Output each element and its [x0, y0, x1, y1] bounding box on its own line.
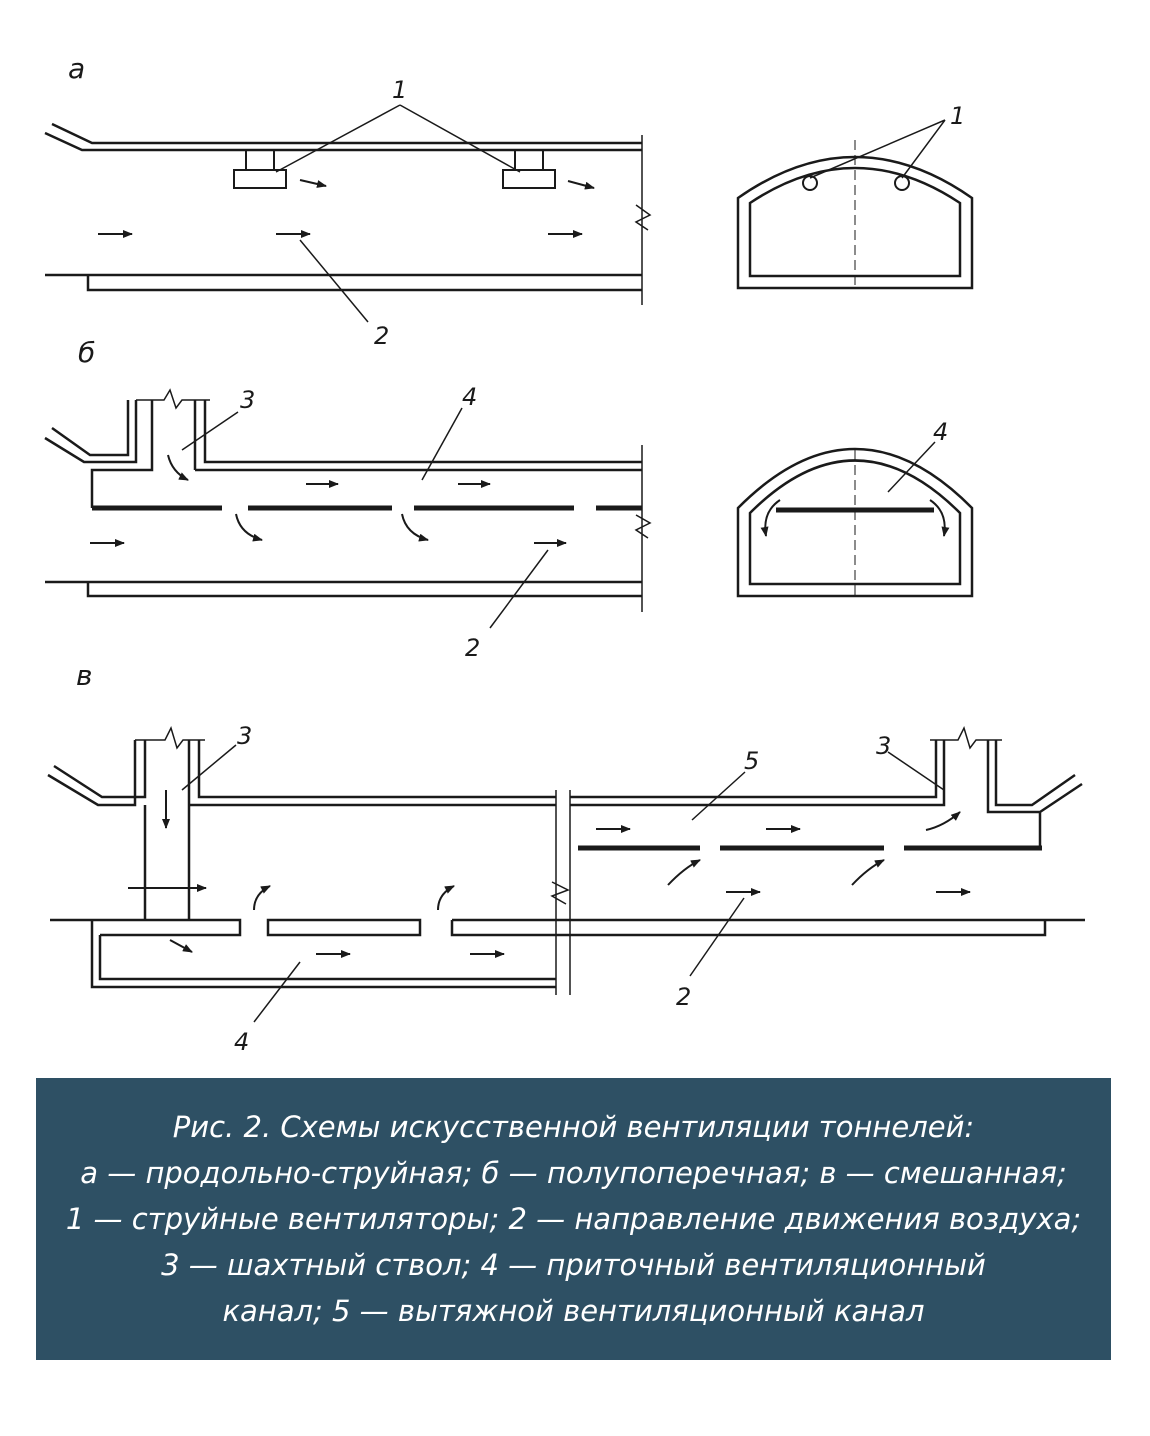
tunnel-a-bottom-wall: [45, 275, 642, 290]
tunnel-a-top-wall: [45, 124, 642, 150]
vent-outflow-arrow: [236, 514, 262, 540]
label-shaft: 3: [240, 386, 256, 414]
figure-caption: [36, 1078, 1111, 1360]
vent-upflow-arrow: [852, 860, 884, 885]
shaft-exhaust-arrow: [926, 812, 960, 830]
label-shaft-left: 3: [237, 722, 253, 750]
label-supply-channel: 4: [234, 1028, 250, 1056]
airflow-arrow: [170, 940, 192, 952]
jet-fan-cross-2: [895, 176, 909, 190]
vent-outflow-arrow: [402, 514, 428, 540]
label-jet-fans-cross: 1: [950, 102, 966, 130]
tunnel-b-portal: [45, 400, 136, 462]
fan-jet-arrow: [300, 180, 326, 186]
jet-fan-cross-1: [803, 176, 817, 190]
caption-line: 1 — струйные вентиляторы; 2 — направление движения воздуха;: [65, 1202, 1082, 1236]
section-a-longitudinal: [45, 52, 972, 350]
label-2-leader: [690, 898, 744, 976]
vent-upflow-arrow: [668, 860, 700, 885]
section-v-mixed: [48, 659, 1085, 1056]
section-a-label: а: [68, 52, 86, 85]
label-3-leader: [182, 412, 238, 450]
label-shaft-right: 3: [876, 732, 892, 760]
vent-upflow-arrow: [438, 886, 454, 910]
shaft-v-right: [988, 740, 1082, 850]
label-2-leader: [490, 550, 548, 628]
cross-section-b: [738, 418, 972, 598]
label-airflow: 2: [374, 322, 390, 350]
label-exhaust-channel: 5: [744, 747, 760, 775]
section-b-semi-transverse: [45, 336, 972, 662]
fan-jet-arrow: [568, 181, 594, 188]
tunnel-v-slab-left: [50, 920, 1085, 935]
label-4-leader: [254, 962, 300, 1022]
vent-upflow-arrow: [254, 886, 270, 910]
label-supply-cross: 4: [933, 418, 949, 446]
jet-fan-2: [503, 150, 555, 188]
label-2-leader: [300, 240, 368, 322]
caption-line: 3 — шахтный ствол; 4 — приточный вентиляционный: [161, 1248, 986, 1282]
caption-line: канал; 5 — вытяжной вентиляционный канал: [222, 1294, 925, 1328]
shaft-inflow-arrow: [168, 455, 188, 480]
label-supply-channel: 4: [462, 383, 478, 411]
shaft-v-right-break: [930, 728, 1002, 748]
caption-line: Рис. 2. Схемы искусственной вентиляции тоннелей:: [172, 1110, 975, 1144]
label-airflow: 2: [676, 983, 692, 1011]
shaft-b-break: [136, 390, 210, 408]
caption-line: а — продольно-струйная; б — полупоперечная; в — смешанная;: [80, 1156, 1067, 1190]
shaft-b: [92, 400, 642, 508]
label-jet-fans: 1: [392, 76, 408, 104]
shaft-v-left: [145, 740, 556, 920]
tunnel-v-left-portal: [48, 740, 145, 805]
tunnel-v-break: [552, 790, 570, 995]
jet-fan-1: [234, 150, 286, 188]
tunnel-a-break: [636, 135, 650, 305]
label-1-leader: [276, 105, 520, 172]
tunnel-b-bottom-wall: [45, 582, 642, 596]
section-v-label: в: [76, 659, 93, 692]
section-b-label: б: [78, 336, 96, 369]
label-airflow: 2: [465, 634, 481, 662]
cross-section-a: [738, 102, 972, 290]
